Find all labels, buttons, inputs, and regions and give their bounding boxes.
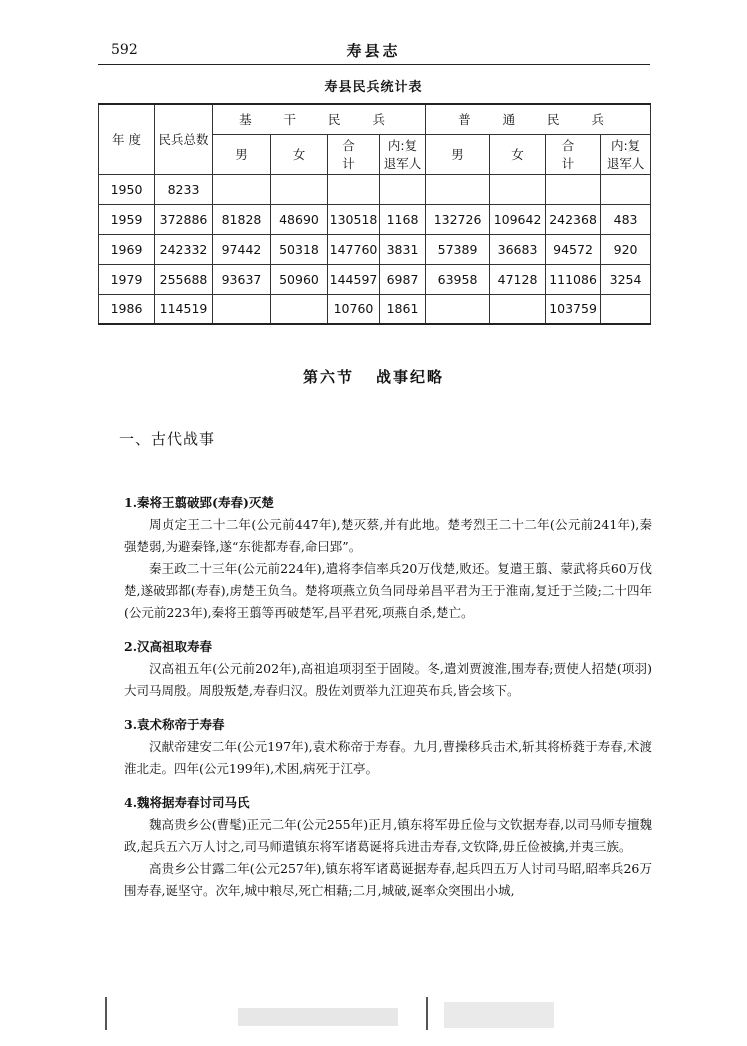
col-header-ordinary-female: 女	[490, 134, 546, 174]
cell-core-veterans	[380, 174, 426, 204]
veteran-label-line1: 内:复	[387, 138, 418, 153]
veteran-label-line1: 内:复	[610, 138, 641, 153]
cell-ordinary-veterans	[601, 174, 651, 204]
paragraph: 魏高贵乡公(曹髦)正元二年(公元255年)正月,镇东将军毋丘俭与文钦据寿春,以司马师专擅魏政,起兵五六万人讨之,司马师遣镇东将军诸葛诞将兵进击寿春,文钦降,毋丘俭被擒,并夷三族。	[124, 817, 652, 854]
cell-ordinary-veterans: 3254	[601, 264, 651, 294]
cell-core-female: 48690	[271, 204, 328, 234]
cell-ordinary-male: 132726	[426, 204, 490, 234]
col-group-core-militia: 基 干 民 兵	[213, 104, 426, 134]
table-row	[99, 294, 651, 324]
cell-core-veterans: 6987	[380, 264, 426, 294]
item-heading: 4.魏将据寿春讨司马氏	[124, 795, 250, 810]
cell-core-female	[271, 174, 328, 204]
cell-core-sum: 147760	[328, 234, 380, 264]
cell-total: 255688	[155, 264, 213, 294]
col-header-core-male: 男	[213, 134, 271, 174]
cell-ordinary-veterans: 483	[601, 204, 651, 234]
scan-noise	[444, 1002, 554, 1028]
table-title: 寿县民兵统计表	[324, 80, 423, 95]
paragraph: 汉献帝建安二年(公元197年),袁术称帝于寿春。九月,曹操移兵击术,斩其将桥蕤于寿春,术渡淮北走。四年(公元199年),术困,病死于江亭。	[124, 739, 652, 776]
item-heading: 1.秦将王翦破郢(寿春)灭楚	[124, 495, 274, 510]
col-header-ordinary-male: 男	[426, 134, 490, 174]
cell-core-female: 50318	[271, 234, 328, 264]
cell-core-male	[213, 174, 271, 204]
veteran-label-line2: 退军人	[606, 156, 645, 171]
cell-ordinary-sum: 94572	[546, 234, 601, 264]
cell-ordinary-female	[490, 294, 546, 324]
cell-year: 1959	[99, 204, 155, 234]
cell-year: 1950	[99, 174, 155, 204]
paragraph: 高贵乡公甘露二年(公元257年),镇东将军诸葛诞据寿春,起兵四五万人讨司马昭,昭率兵26万围寿春,诞坚守。次年,城中粮尽,死亡相藉;二月,城破,诞率众突围出小城,	[124, 861, 652, 898]
cell-year: 1969	[99, 234, 155, 264]
item-heading: 2.汉高祖取寿春	[124, 639, 213, 654]
cell-core-veterans: 1168	[380, 204, 426, 234]
cell-total: 242332	[155, 234, 213, 264]
section-title	[0, 366, 747, 387]
cell-core-female	[271, 294, 328, 324]
col-header-core-female: 女	[271, 134, 328, 174]
cell-ordinary-veterans: 920	[601, 234, 651, 264]
cell-core-sum: 144597	[328, 264, 380, 294]
table-row	[99, 234, 651, 264]
cell-core-male: 97442	[213, 234, 271, 264]
scan-edge-mark	[105, 997, 107, 1030]
cell-ordinary-male: 57389	[426, 234, 490, 264]
cell-year: 1979	[99, 264, 155, 294]
cell-ordinary-sum: 242368	[546, 204, 601, 234]
cell-total: 114519	[155, 294, 213, 324]
table-row	[99, 174, 651, 204]
col-header-core-veterans	[380, 134, 426, 174]
col-header-core-sum: 合 计	[328, 134, 380, 174]
cell-total: 372886	[155, 204, 213, 234]
header-rule	[98, 64, 650, 65]
cell-ordinary-veterans	[601, 294, 651, 324]
col-group-ordinary-militia: 普 通 民 兵	[426, 104, 651, 134]
part-title: 一、古代战事	[119, 430, 216, 448]
cell-ordinary-male	[426, 174, 490, 204]
paragraph: 汉高祖五年(公元前202年),高祖追项羽至于固陵。冬,遣刘贾渡淮,围寿春;贾使人招楚(项羽)大司马周殷。周殷叛楚,寿春归汉。殷佐刘贾举九江迎英布兵,皆会垓下。	[124, 661, 652, 698]
cell-core-male: 93637	[213, 264, 271, 294]
cell-core-male: 81828	[213, 204, 271, 234]
cell-core-sum	[328, 174, 380, 204]
veteran-label-line2: 退军人	[383, 156, 422, 171]
cell-core-veterans: 1861	[380, 294, 426, 324]
cell-ordinary-sum: 111086	[546, 264, 601, 294]
cell-core-sum: 130518	[328, 204, 380, 234]
cell-core-male	[213, 294, 271, 324]
cell-core-female: 50960	[271, 264, 328, 294]
col-header-total: 民兵总数	[155, 104, 213, 174]
col-header-ordinary-veterans	[601, 134, 651, 174]
cell-ordinary-male	[426, 294, 490, 324]
running-head: 寿县志	[346, 42, 401, 60]
cell-total: 8233	[155, 174, 213, 204]
cell-core-veterans: 3831	[380, 234, 426, 264]
section-number: 第六节	[302, 368, 354, 386]
cell-ordinary-sum	[546, 174, 601, 204]
scan-edge-mark	[426, 997, 428, 1030]
cell-ordinary-sum: 103759	[546, 294, 601, 324]
table-row	[99, 204, 651, 234]
militia-stats-table	[98, 103, 651, 325]
cell-core-sum: 10760	[328, 294, 380, 324]
cell-ordinary-female: 36683	[490, 234, 546, 264]
cell-ordinary-female	[490, 174, 546, 204]
page-number: 592	[111, 42, 138, 58]
cell-ordinary-female: 47128	[490, 264, 546, 294]
paragraph: 周贞定王二十二年(公元前447年),楚灭蔡,并有此地。楚考烈王二十二年(公元前241年),秦强楚弱,为避秦锋,遂“东徙都寿春,命曰郢”。	[124, 517, 652, 554]
table-row	[99, 264, 651, 294]
section-name: 战事纪略	[376, 368, 445, 386]
col-header-year: 年 度	[99, 104, 155, 174]
col-header-ordinary-sum: 合 计	[546, 134, 601, 174]
scan-noise	[238, 1008, 398, 1026]
paragraph: 秦王政二十三年(公元前224年),遣将李信率兵20万伐楚,败还。复遣王翦、蒙武将兵60万伐楚,遂破郢都(寿春),虏楚王负刍。楚将项燕立负刍同母弟昌平君为王于淮南,复迁于兰陵;二十四年(公元前223年),秦将王翦等再破楚军,昌平君死,项燕自杀,楚亡。	[124, 561, 652, 620]
article-body	[124, 492, 652, 902]
cell-year: 1986	[99, 294, 155, 324]
cell-ordinary-female: 109642	[490, 204, 546, 234]
item-heading: 3.袁术称帝于寿春	[124, 717, 225, 732]
cell-ordinary-male: 63958	[426, 264, 490, 294]
